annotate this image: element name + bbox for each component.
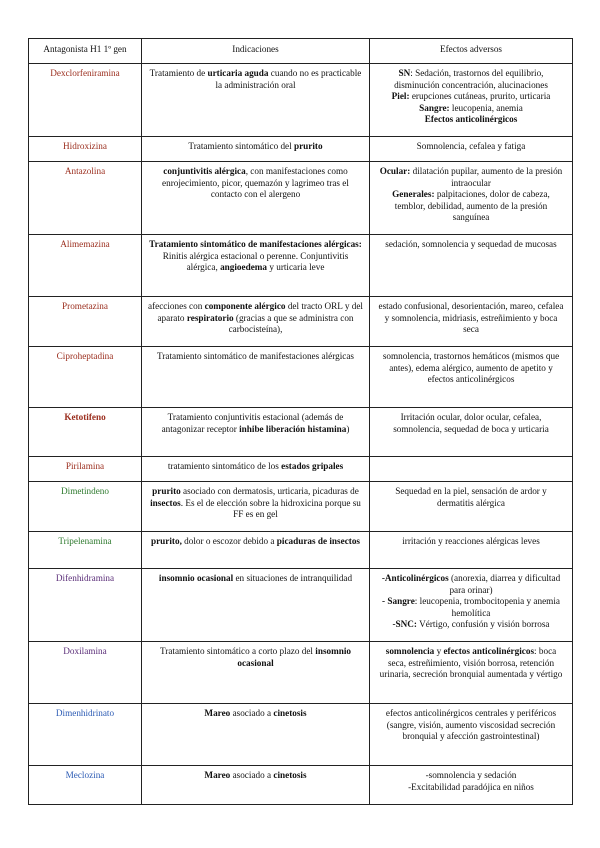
table-row [29,408,573,457]
indication-cell: Tratamiento sintomático de manifestaciones alérgicas: Rinitis alérgica estacional o perenne. Conjuntivitis alérgica, angioedema y urticaria leve [142,235,370,297]
drug-name: Antazolina [29,162,142,235]
adverse-effects-cell: SN: Sedación, trastornos del equilibrio, disminución concentración, alucinaciones Piel: erupciones cutáneas, prurito, urticaria Sangre: leucopenia, anemia Efectos anticolinérgicos [370,64,573,137]
table-row [29,457,573,482]
adverse-effects-cell: somnolencia y efectos anticolinérgicos: boca seca, estreñimiento, visión borrosa, retención urinaria, secreción bronquial aumentada y vértigo [370,642,573,704]
adverse-effects-cell: -Anticolinérgicos (anorexia, diarrea y dificultad para orinar) - Sangre: leucopenia, trombocitopenia y anemia hemolítica -SNC: Vértigo, confusión y visión borrosa [370,569,573,642]
adverse-effects-cell: Sequedad en la piel, sensación de ardor y dermatitis alérgica [370,482,573,532]
table-row [29,532,573,569]
table-row [29,569,573,642]
table-row [29,704,573,766]
drug-name: Doxilamina [29,642,142,704]
indication-cell: afecciones con componente alérgico del tracto ORL y del aparato respiratorio (gracias a que se administra con carbocisteína), [142,297,370,347]
indication-cell: prurito, dolor o escozor debido a picaduras de insectos [142,532,370,569]
indication-cell: Tratamiento sintomático a corto plazo del insomnio ocasional [142,642,370,704]
table-row [29,64,573,137]
table-row [29,482,573,532]
table-row [29,766,573,805]
adverse-effects-cell: Irritación ocular, dolor ocular, cefalea, somnolencia, sequedad de boca y urticaria [370,408,573,457]
adverse-effects-cell: Ocular: dilatación pupilar, aumento de la presión intraocular Generales: palpitaciones, dolor de cabeza, temblor, debilidad, aumento de la presión sanguínea [370,162,573,235]
table-row [29,162,573,235]
indication-cell: Tratamiento de urticaria aguda cuando no es practicable la administración oral [142,64,370,137]
drug-name: Alimemazina [29,235,142,297]
adverse-effects-cell: -somnolencia y sedación -Excitabilidad paradójica en niños [370,766,573,805]
drug-name: Pirilamina [29,457,142,482]
table-row [29,642,573,704]
drug-name: Meclozina [29,766,142,805]
table-header-row [29,39,573,64]
table-row [29,137,573,162]
indication-cell: Mareo asociado a cinetosis [142,704,370,766]
adverse-effects-cell: somnolencia, trastornos hemáticos (mismos que antes), edema alérgico, aumento de apetito y efectos anticolinérgicos [370,347,573,408]
indication-cell: conjuntivitis alérgica, con manifestaciones como enrojecimiento, picor, quemazón y lagrimeo tras el contacto con el alergeno [142,162,370,235]
drug-name: Dexclorfeniramina [29,64,142,137]
drug-name: Ciproheptadina [29,347,142,408]
drug-name: Difenhidramina [29,569,142,642]
drug-name: Dimetindeno [29,482,142,532]
drug-name: Prometazina [29,297,142,347]
adverse-effects-cell: efectos anticolinérgicos centrales y periféricos (sangre, visión, aumento viscosidad secreción bronquial y afección gastrointestinal) [370,704,573,766]
header-adverse-effects: Efectos adversos [370,39,573,64]
indication-cell: Mareo asociado a cinetosis [142,766,370,805]
adverse-effects-cell [370,457,573,482]
adverse-effects-cell: sedación, somnolencia y sequedad de mucosas [370,235,573,297]
indication-cell: tratamiento sintomático de los estados gripales [142,457,370,482]
document-page [28,38,572,805]
indication-cell: insomnio ocasional en situaciones de intranquilidad [142,569,370,642]
indication-cell: Tratamiento sintomático de manifestaciones alérgicas [142,347,370,408]
drug-name: Tripelenamina [29,532,142,569]
header-indications: Indicaciones [142,39,370,64]
antihistamine-table [28,38,573,805]
adverse-effects-cell: Somnolencia, cefalea y fatiga [370,137,573,162]
table-row [29,235,573,297]
header-antagonist: Antagonista H1 1º gen [29,39,142,64]
drug-name: Hidroxizina [29,137,142,162]
indication-cell: prurito asociado con dermatosis, urticaria, picaduras de insectos. Es el de elección sobre la hidroxicina porque su FF es en gel [142,482,370,532]
adverse-effects-cell: irritación y reacciones alérgicas leves [370,532,573,569]
table-row [29,297,573,347]
drug-name: Ketotifeno [29,408,142,457]
indication-cell: Tratamiento conjuntivitis estacional (además de antagonizar receptor inhibe liberación histamina) [142,408,370,457]
table-row [29,347,573,408]
indication-cell: Tratamiento sintomático del prurito [142,137,370,162]
adverse-effects-cell: estado confusional, desorientación, mareo, cefalea y somnolencia, midriasis, estreñimiento y boca seca [370,297,573,347]
drug-name: Dimenhidrinato [29,704,142,766]
